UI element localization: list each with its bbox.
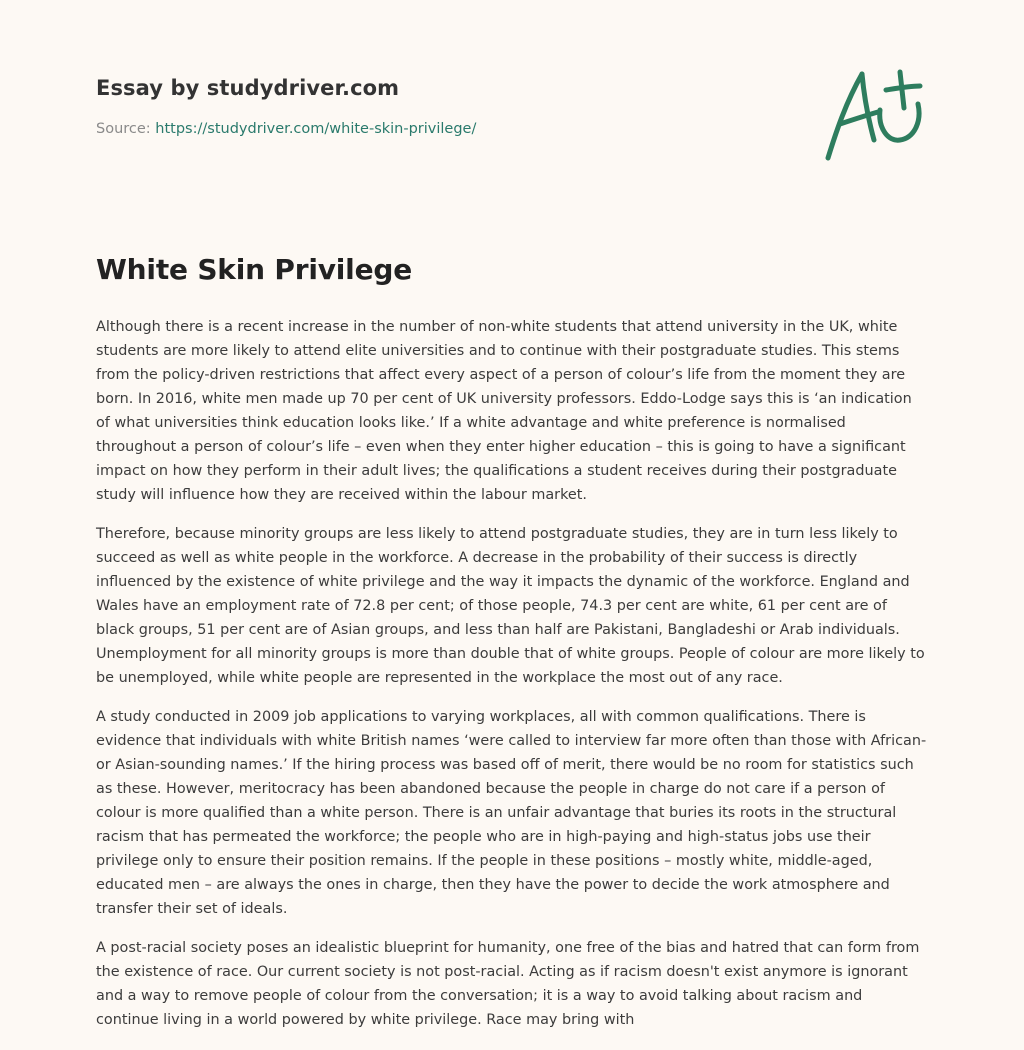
essay-paragraph: Therefore, because minority groups are less likely to attend postgraduate studies, they are in turn less likely to succeed as well as white people in the workforce. A decrease in the probability of their success is directly influenced by the existence of white privilege and the way it impacts the dynamic of the workforce. England and Wales have an employment rate of 72.8 per cent; of those people, 74.3 per cent are white, 61 per cent are of black groups, 51 per cent are of Asian groups, and less than half are Pakistani, Bangladeshi or Arab individuals. Unemployment for all minority groups is more than double that of white groups. People of colour are more likely to be unemployed, while white people are represented in the workplace the most out of any race. [96, 526, 925, 686]
essay-paragraph: A study conducted in 2009 job applications to varying workplaces, all with common qualifications. There is evidence that individuals with white British names ‘were called to interview far more often than those with African- or Asian-sounding names.’ If the hiring process was based off of merit, there would be no room for statistics such as these. However, meritocracy has been abandoned because the people in charge do not care if a person of colour is more qualified than a white person. There is an unfair advantage that buries its roots in the structural racism that has permeated the workforce; the people who are in high-paying and high-status jobs use their privilege only to ensure their position remains. If the people in these positions – mostly white, middle-aged, educated men – are always the ones in charge, then they have the power to decide the work atmosphere and transfer their set of ideals. [96, 709, 927, 917]
essay-attribution: Essay by studydriver.com [96, 76, 400, 100]
essay-header [96, 76, 476, 137]
essay-body [96, 315, 928, 1047]
source-line [96, 121, 476, 137]
source-link[interactable]: https://studydriver.com/white-skin-privilege/ [155, 121, 477, 137]
essay-paragraph: A post-racial society poses an idealistic blueprint for humanity, one free of the bias and hatred that can form from the existence of race. Our current society is not post-racial. Acting as if racism doesn't exist anymore is ignorant and a way to remove people of colour from the conversation; it is a way to avoid talking about racism and continue living in a world powered by white privilege. Race may bring with [96, 940, 920, 1028]
a-plus-logo-icon [818, 66, 930, 166]
source-label: Source: [96, 121, 151, 137]
essay-title: White Skin Privilege [96, 253, 413, 286]
essay-paragraph: Although there is a recent increase in the number of non-white students that attend university in the UK, white students are more likely to attend elite universities and to continue with their postgraduate studies. This stems from the policy-driven restrictions that affect every aspect of a person of colour’s life from the moment they are born. In 2016, white men made up 70 per cent of UK university professors. Eddo-Lodge says this is ‘an indication of what universities think education looks like.’ If a white advantage and white preference is normalised throughout a person of colour’s life – even when they enter higher education – this is going to have a significant impact on how they perform in their adult lives; the qualifications a student receives during their postgraduate study will influence how they are received within the labour market. [96, 319, 912, 503]
